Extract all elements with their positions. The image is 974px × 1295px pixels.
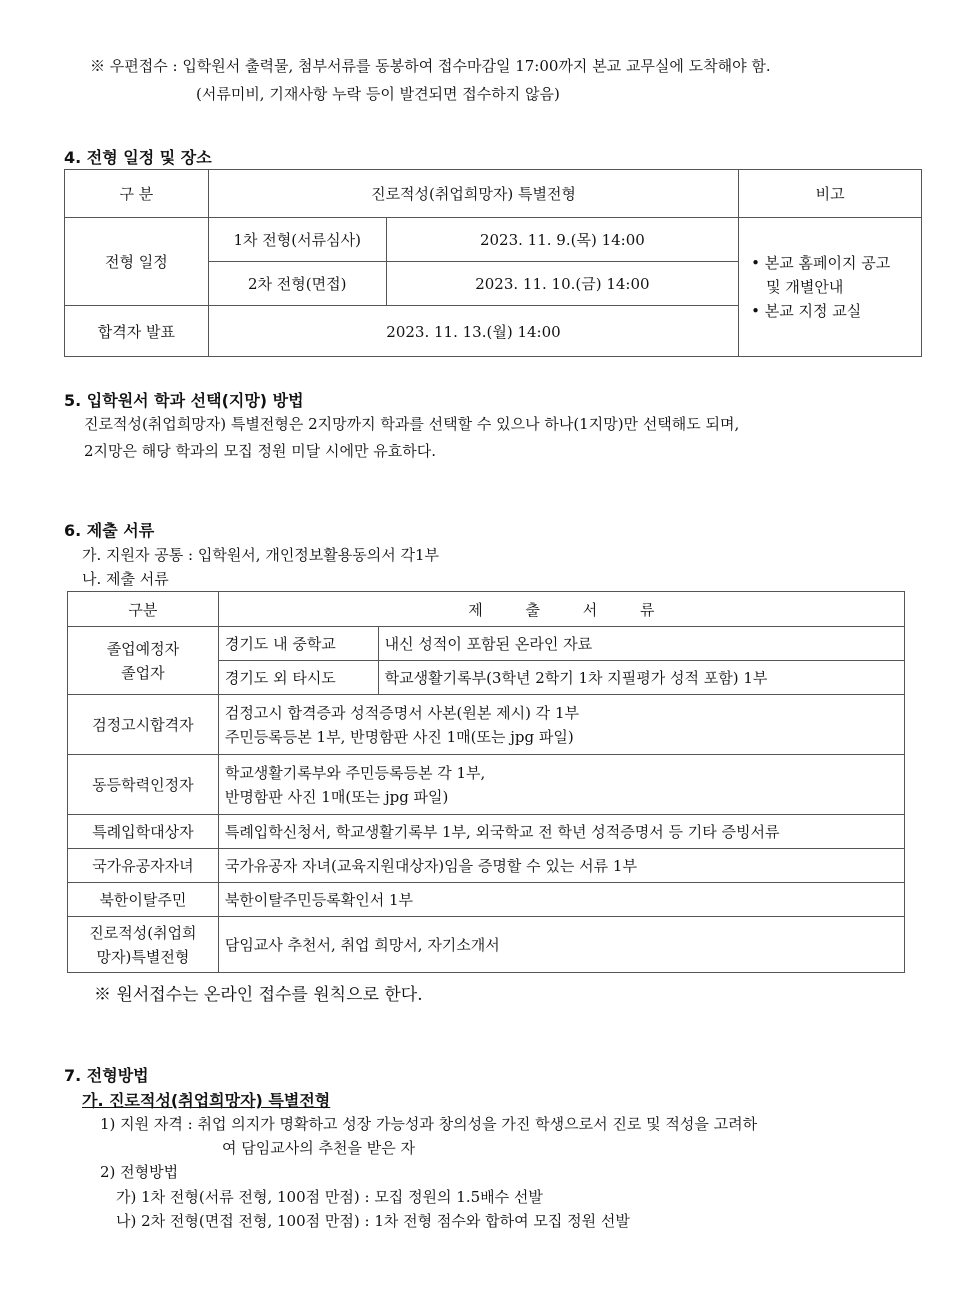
eq-doc-1: 학교생활기록부와 주민등록등본 각 1부,	[224, 763, 486, 782]
online-note: ※ 원서접수는 온라인 접수를 원칙으로 한다.	[94, 985, 423, 1005]
eq-doc-2: 반명함판 사진 1매(또는 jpg 파일)	[224, 787, 449, 806]
doc-header-docs: 제 출 서 류	[218, 592, 904, 627]
section-5-title: 5. 입학원서 학과 선택(지망) 방법	[64, 391, 304, 410]
section-7-title: 7. 전형방법	[64, 1066, 149, 1085]
stage1-label: 1차 전형(서류심사)	[208, 218, 386, 262]
documents-table	[67, 591, 905, 973]
method-stage1: 가) 1차 전형(서류 전형, 100점 만점) : 모집 정원의 1.5배수 선발	[116, 1188, 543, 1206]
section-6-title: 6. 제출 서류	[64, 521, 155, 540]
merit-label: 국가유공자자녀	[68, 849, 219, 883]
gg-in-label: 경기도 내 중학교	[218, 627, 378, 661]
gg-out-doc: 학교생활기록부(3학년 2학기 1차 지필평가 성적 포함) 1부	[378, 661, 904, 695]
doc-header-gubun: 구분	[68, 592, 219, 627]
method-label: 2) 전형방법	[100, 1163, 179, 1181]
schedule-table	[64, 169, 922, 357]
ged-label: 검정고시합격자	[68, 695, 219, 755]
qual-line1: 1) 지원 자격 : 취업 의지가 명확하고 성장 가능성과 창의성을 가진 학생으로서 진로 및 적성을 고려하	[100, 1115, 758, 1133]
gg-in-doc: 내신 성적이 포함된 온라인 자료	[378, 627, 904, 661]
grad-b: 졸업자	[121, 663, 165, 682]
docs-label: 나. 제출 서류	[82, 570, 169, 588]
gg-out-label: 경기도 외 타시도	[218, 661, 378, 695]
section-5-line1: 진로적성(취업희망자) 특별전형은 2지망까지 학과를 선택할 수 있으나 하나(1지망)만 선택해도 되며,	[84, 415, 740, 433]
section-7-sub: 가. 진로적성(취업희망자) 특별전형	[82, 1091, 331, 1110]
stage2-label: 2차 전형(면접)	[208, 262, 386, 306]
nk-doc: 북한이탈주민등록확인서 1부	[218, 883, 904, 917]
eq-docs	[218, 755, 904, 815]
career-b: 망자)특별전형	[96, 947, 190, 966]
stage1-date: 2023. 11. 9.(목) 14:00	[386, 218, 739, 262]
grad-a: 졸업예정자	[106, 639, 180, 658]
section-4-title: 4. 전형 일정 및 장소	[64, 148, 212, 167]
row-result: 합격자 발표	[65, 306, 209, 357]
header-note: 비고	[739, 170, 922, 218]
ged-doc-1: 검정고시 합격증과 성적증명서 사본(원본 제시) 각 1부	[224, 703, 579, 722]
nk-label: 북한이탈주민	[68, 883, 219, 917]
header-type: 진로적성(취업희망자) 특별전형	[208, 170, 738, 218]
postal-note: ※ 우편접수 : 입학원서 출력물, 첨부서류를 동봉하여 접수마감일 17:00까지 본교 교무실에 도착해야 함.	[90, 57, 771, 75]
eq-label: 동등학력인정자	[68, 755, 219, 815]
note-1a: • 본교 홈페이지 공고	[751, 254, 891, 272]
merit-doc: 국가유공자 자녀(교육지원대상자)임을 증명할 수 있는 서류 1부	[218, 849, 904, 883]
note-cell	[739, 218, 922, 357]
section-5-line2: 2지망은 해당 학과의 모집 정원 미달 시에만 유효하다.	[84, 442, 436, 460]
postal-note-sub: (서류미비, 기재사항 누락 등이 발견되면 접수하지 않음)	[196, 85, 560, 103]
career-doc: 담임교사 추천서, 취업 희망서, 자기소개서	[218, 917, 904, 973]
note-1b: 및 개별안내	[766, 278, 844, 296]
special-label: 특례입학대상자	[68, 815, 219, 849]
grad-cell	[68, 627, 219, 695]
header-gubun: 구 분	[65, 170, 209, 218]
result-date: 2023. 11. 13.(월) 14:00	[208, 306, 738, 357]
method-stage2: 나) 2차 전형(면접 전형, 100점 만점) : 1차 전형 점수와 합하여 모집 정원 선발	[116, 1212, 630, 1230]
common-docs: 가. 지원자 공통 : 입학원서, 개인정보활용동의서 각1부	[82, 546, 440, 564]
ged-docs	[218, 695, 904, 755]
qual-line2: 여 담임교사의 추천을 받은 자	[222, 1139, 415, 1157]
row-schedule: 전형 일정	[65, 218, 209, 306]
note-2: • 본교 지정 교실	[751, 302, 862, 320]
career-cell	[68, 917, 219, 973]
ged-doc-2: 주민등록등본 1부, 반명함판 사진 1매(또는 jpg 파일)	[224, 727, 574, 746]
stage2-date: 2023. 11. 10.(금) 14:00	[386, 262, 739, 306]
special-doc: 특례입학신청서, 학교생활기록부 1부, 외국학교 전 학년 성적증명서 등 기타 증빙서류	[218, 815, 904, 849]
career-a: 진로적성(취업희	[89, 923, 197, 942]
